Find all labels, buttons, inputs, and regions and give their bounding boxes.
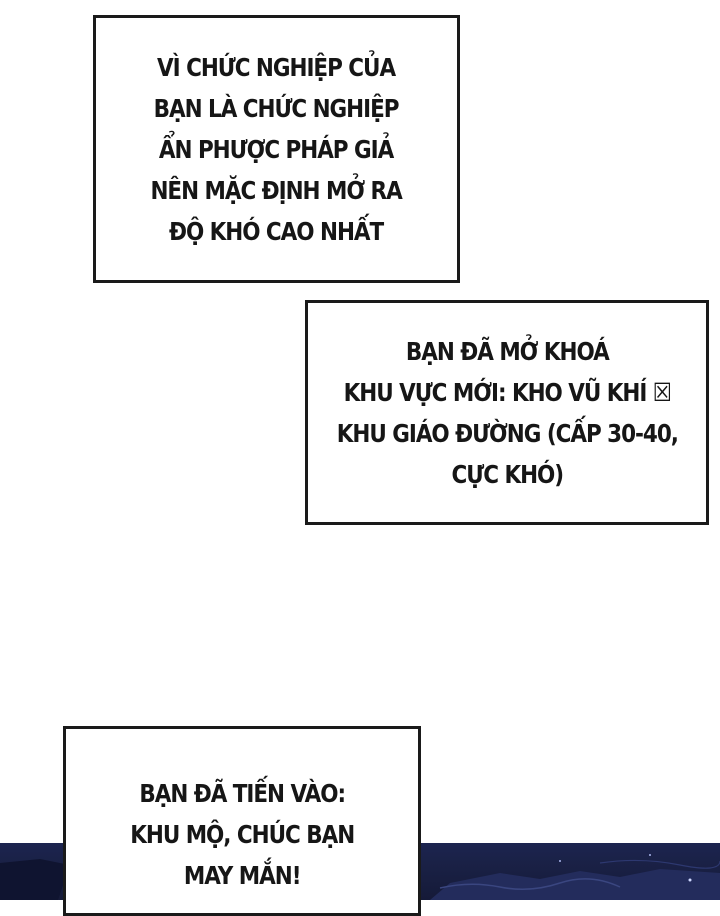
caption-line: BẠN ĐÃ MỞ KHOÁ (405, 336, 609, 366)
caption-line: BẠN LÀ CHỨC NGHIỆP (154, 93, 399, 123)
caption-line: CỰC KHÓ) (451, 459, 563, 489)
caption-text (336, 331, 677, 495)
caption-text (130, 773, 354, 896)
caption-line: ẨN PHƯỢC PHÁP GIẢ (159, 134, 394, 164)
caption-text (151, 47, 402, 252)
cloud-outline-2 (600, 860, 720, 868)
caption-line: ĐỘ KHÓ CAO NHẤT (169, 216, 384, 246)
caption-box-job-difficulty (93, 15, 460, 283)
caption-line: KHU VỰC MỚI: KHO VŨ KHÍ ☒ (343, 377, 671, 407)
caption-line: VÌ CHỨC NGHIỆP CỦA (157, 52, 396, 82)
caption-line: KHU GIÁO ĐƯỜNG (CẤP 30-40, (336, 418, 678, 448)
caption-box-area-unlocked (305, 300, 709, 525)
star-3 (559, 860, 561, 862)
caption-line: MAY MẮN! (183, 861, 301, 890)
caption-line: KHU MỘ, CHÚC BẠN (130, 820, 354, 849)
caption-line: BẠN ĐÃ TIẾN VÀO: (139, 779, 345, 808)
star-2 (649, 854, 651, 856)
star-1 (689, 879, 692, 882)
caption-box-entered-tomb (63, 726, 421, 916)
dark-silhouette (0, 859, 70, 900)
caption-line: NÊN MẶC ĐỊNH MỞ RA (150, 175, 403, 205)
